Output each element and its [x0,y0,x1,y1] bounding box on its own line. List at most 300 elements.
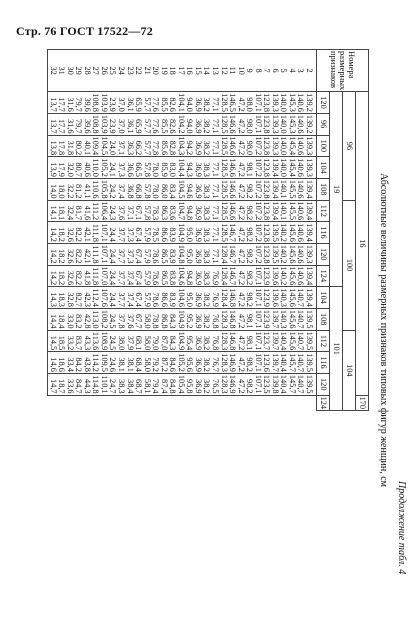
table-cell: 43,3 [82,330,91,352]
table-cell: 123,7 [262,331,272,351]
table-cell: 31,8 [65,135,74,157]
table-cell: 77,1 [210,92,219,114]
table-cell: 83,6 [168,200,177,222]
table-row [185,50,194,411]
table-cell: 83,4 [168,178,177,200]
table-cell: 139,3 [270,114,280,134]
table-cell: 128,5 [219,114,229,134]
table-cell: 77,1 [210,135,219,157]
table-cell: 58,0 [142,352,151,374]
table-cell: 128,4 [219,266,229,286]
rotated-table-area [11,45,411,615]
table-cell: 36,9 [193,113,202,135]
table-cell: 104,4 [176,158,186,177]
table-cell: 42,3 [82,287,91,309]
table-cell: 57,9 [142,243,151,265]
table-cell: 104,5 [176,179,186,199]
table-cell: 23,9 [108,113,117,135]
table-cell: 107,1 [253,114,263,134]
table-cell: 37,6 [125,308,134,330]
table-cell: 139,2 [304,92,316,114]
table-cell: 18,2 [57,222,66,244]
table-cell: 17,7 [57,113,66,135]
table-row [262,50,271,411]
table-row [125,50,134,411]
row-number: 23 [125,50,134,92]
table-cell: 107,1 [253,374,263,394]
table-cell: 146,9 [228,374,238,394]
row-number: 4 [287,50,296,92]
table-cell: 37,3 [125,243,134,265]
table-cell: 111,2 [91,200,100,222]
table-cell: 36,9 [193,135,202,157]
table-cell: 128,3 [219,331,229,351]
table-cell: 31,6 [65,92,74,114]
table-row [202,50,211,411]
table-cell: 14,1 [48,200,57,222]
table-cell: 41,1 [82,178,91,200]
table-cell: 98,2 [245,243,254,265]
table-cell: 76,7 [210,352,219,374]
table-cell: 140,4 [279,374,289,394]
table-cell: 37,7 [116,222,125,244]
table-cell: 145,6 [287,331,297,351]
table-cell: 95,4 [185,330,194,352]
table-cell: 110,1 [99,375,109,394]
table-cell: 145,5 [287,201,297,221]
table-cell: 139,4 [304,200,316,222]
table-cell: 139,5 [304,352,316,374]
table-cell: 84,8 [168,373,177,395]
table-cell: 95,8 [185,373,194,395]
table-row [219,50,228,411]
row-number: 30 [65,50,74,92]
table-cell: 98,2 [245,222,254,244]
table-cell: 32,6 [65,265,74,287]
table-cell: 146,6 [228,136,238,156]
table-cell: 42,1 [82,243,91,265]
table-cell: 104,5 [99,136,109,156]
column-header: 116 [317,352,330,374]
table-cell: 78,5 [151,222,160,244]
table-title: Абсолютные величины размерных признаков типовых фигур женщин, см [378,173,389,487]
table-cell: 110,0 [91,158,101,177]
row-number: 19 [159,50,168,92]
table-cell: 86,3 [159,200,168,222]
table-cell: 103,9 [99,114,109,134]
table-cell: 68,7 [134,373,143,395]
table-cell: 68,1 [134,330,143,352]
table-cell: 38,0 [116,330,125,352]
table-cell: 47,2 [236,243,245,265]
table-row [304,50,316,411]
table-cell: 79,7 [74,92,83,114]
sub-header: 96 [343,92,356,200]
table-cell: 77,1 [210,178,219,200]
table-cell: 128,4 [219,244,229,264]
table-cell: 66,8 [134,178,143,200]
table-cell: 83,0 [168,157,177,179]
table-row [65,50,74,411]
table-cell: 140,6 [296,93,306,112]
table-cell: 94,6 [185,178,194,200]
table-cell: 57,8 [142,200,151,222]
table-cell: 38,3 [202,265,211,287]
table-cell: 111,8 [91,222,100,244]
table-cell: 86,6 [159,287,168,309]
table-cell: 139,5 [304,330,316,352]
column-header: 124 [317,265,330,287]
table-cell: 87,4 [159,373,168,395]
row-number: 26 [99,50,108,92]
table-cell: 82,7 [74,287,83,309]
table-cell: 39,6 [82,92,91,114]
table-cell: 40,1 [82,135,91,157]
table-cell: 18,2 [57,243,66,265]
table-cell: 57,8 [142,178,151,200]
table-cell: 98,1 [245,308,254,330]
table-cell: 18,2 [57,265,66,287]
table-cell: 146,5 [228,93,238,112]
table-cell: 140,7 [296,331,306,351]
table-cell: 77,1 [210,243,219,265]
table-cell: 145,7 [287,374,297,394]
table-cell: 57,9 [142,287,151,309]
table-cell: 66,5 [134,157,143,179]
table-row [210,50,219,411]
table-cell: 38,2 [202,330,211,352]
table-cell: 104,6 [176,288,186,307]
table-cell: 38,2 [202,135,211,157]
table-row [142,50,151,411]
table-cell: 36,9 [193,178,202,200]
table-row [99,50,108,411]
table-cell: 104,8 [176,244,186,264]
row-number: 3 [296,50,305,92]
table-cell: 84,6 [168,352,177,374]
table-cell: 32,0 [65,157,74,179]
table-cell: 105,8 [99,179,109,199]
table-cell: 47,2 [236,265,245,287]
table-cell: 104,9 [176,331,186,351]
table-cell: 107,2 [253,158,263,177]
row-number: 31 [57,50,66,92]
table-row [159,50,168,411]
table-cell: 47,2 [236,157,245,179]
table-cell: 36,1 [125,92,134,114]
row-number: 29 [74,50,83,92]
table-cell: 67,4 [134,222,143,244]
table-cell: 47,2 [236,92,245,114]
table-cell: 42,8 [82,308,91,330]
table-cell: 37,4 [125,265,134,287]
table-cell: 140,6 [296,179,306,199]
table-cell: 139,7 [270,353,280,372]
table-cell: 95,2 [185,308,194,330]
table-cell: 24,5 [108,330,117,352]
table-cell: 107,2 [253,179,263,199]
table-cell: 128,5 [219,136,229,156]
table-cell: 106,4 [99,201,109,221]
table-row [296,50,305,411]
table-cell: 146,7 [228,266,238,286]
table-cell: 104,7 [176,201,186,221]
table-cell: 123,8 [262,179,272,199]
table-cell: 139,3 [304,135,316,157]
table-cell: 140,3 [279,288,289,307]
table-cell: 80,2 [74,135,83,157]
table-cell: 24,3 [108,200,117,222]
table-cell: 140,6 [296,244,306,264]
row-number: 6 [270,50,279,92]
row-number: 20 [151,50,160,92]
table-cell: 77,6 [151,113,160,135]
table-cell: 123,9 [262,309,272,329]
table-cell: 14,3 [48,287,57,309]
table-cell: 146,8 [228,288,238,307]
table-cell: 140,4 [279,353,289,372]
table-cell: 84,7 [74,373,83,395]
table-cell: 78,6 [151,265,160,287]
table-cell: 140,7 [296,309,306,329]
table-cell: 107,1 [253,353,263,372]
table-cell: 95,0 [185,287,194,309]
table-cell: 67,1 [134,200,143,222]
table-cell: 37,3 [125,222,134,244]
table-cell: 13,7 [48,113,57,135]
table-cell: 145,5 [287,179,297,199]
table-cell: 140,1 [279,201,289,221]
table-cell: 47,2 [236,308,245,330]
table-cell: 76,9 [210,287,219,309]
table-cell: 14,5 [48,330,57,352]
table-cell: 145,6 [287,266,297,286]
row-number: 14 [202,50,211,92]
table-cell: 105,2 [99,158,109,177]
table-cell: 37,7 [116,287,125,309]
table-cell: 47,2 [236,200,245,222]
table-cell: 111,8 [91,243,100,265]
table-cell: 77,6 [151,92,160,114]
table-cell: 140,3 [279,309,289,329]
table-cell: 57,7 [142,113,151,135]
table-cell: 76,5 [210,373,219,395]
table-cell: 105,2 [176,353,186,372]
table-cell: 13,7 [48,92,57,114]
table-cell: 37,4 [116,178,125,200]
table-cell: 38,3 [202,243,211,265]
table-cell: 82,6 [168,113,177,135]
column-header: 112 [317,330,330,352]
table-cell: 66,2 [134,135,143,157]
table-cell: 123,8 [262,201,272,221]
table-cell: 107,1 [253,288,263,307]
table-cell: 107,2 [253,223,263,242]
table-cell: 86,6 [159,222,168,244]
table-cell: 128,3 [219,309,229,329]
table-cell: 107,2 [253,201,263,221]
column-header: 124 [317,395,330,410]
table-cell: 81,7 [74,200,83,222]
table-cell: 77,1 [210,157,219,179]
table-cell: 65,9 [134,113,143,135]
table-cell: 146,6 [228,179,238,199]
row-number: 16 [185,50,194,92]
table-cell: 47,2 [236,287,245,309]
table-cell: 98,2 [245,287,254,309]
table-cell: 32,6 [65,243,74,265]
table-cell: 79,2 [151,352,160,374]
table-cell: 98,1 [245,157,254,179]
table-cell: 47,2 [236,135,245,157]
row-number: 32 [48,50,57,92]
table-cell: 98,0 [245,92,254,114]
table-row [48,50,57,411]
table-cell: 139,4 [304,287,316,309]
table-row [108,50,117,411]
table-cell: 36,9 [193,92,202,114]
table-cell: 145,4 [287,136,297,156]
table-cell: 123,9 [262,288,272,307]
table-cell: 128,5 [219,179,229,199]
table-cell: 104,9 [176,223,186,242]
table-cell: 128,5 [219,93,229,112]
table-cell: 14,0 [48,178,57,200]
table-cell: 47,2 [236,330,245,352]
table-cell: 98,2 [245,352,254,374]
column-header: 108 [317,308,330,330]
table-cell: 145,7 [287,353,297,372]
table-cell: 128,5 [219,223,229,242]
table-cell: 98,0 [245,113,254,135]
table-cell: 140,7 [296,288,306,307]
table-cell: 67,7 [134,308,143,330]
table-cell: 38,3 [116,373,125,395]
table-cell: 128,5 [219,201,229,221]
table-cell: 37,1 [125,200,134,222]
table-cell: 139,4 [270,158,280,177]
row-number: 7 [262,50,271,92]
table-cell: 145,6 [287,309,297,329]
table-cell: 47,2 [236,352,245,374]
table-cell: 77,1 [210,113,219,135]
table-cell: 128,3 [219,374,229,394]
table-cell: 128,4 [219,288,229,307]
table-cell: 33,6 [65,373,74,395]
table-cell: 79,7 [74,113,83,135]
table-cell: 139,5 [304,308,316,330]
continuation-label: Продолжение табл. 4 [396,481,407,575]
table-cell: 47,2 [236,373,245,395]
table-cell: 145,6 [287,244,297,264]
table-cell: 139,6 [270,288,280,307]
table-cell: 107,2 [253,136,263,156]
table-cell: 36,9 [193,373,202,395]
row-number: 17 [176,50,185,92]
table-cell: 145,6 [287,223,297,242]
table-cell: 94,8 [185,200,194,222]
table-row [151,50,160,411]
table-cell: 108,2 [99,309,109,329]
table-cell: 44,3 [82,373,91,395]
table-cell: 24,7 [108,373,117,395]
table-cell: 146,7 [228,244,238,264]
row-number: 2 [304,50,316,92]
table-cell: 33,0 [65,308,74,330]
table-cell: 146,7 [228,223,238,242]
table-cell: 38,3 [202,222,211,244]
table-cell: 98,2 [245,373,254,395]
table-cell: 103,9 [99,93,109,112]
third-header: 19 [330,92,343,287]
table-cell: 98,2 [245,200,254,222]
table-cell: 32,2 [65,178,74,200]
table-cell: 37,9 [125,330,134,352]
row-number: 18 [168,50,177,92]
table-cell: 38,2 [202,287,211,309]
table-cell: 145,3 [287,114,297,134]
table-cell: 83,9 [168,287,177,309]
table-cell: 80,7 [74,157,83,179]
table-cell: 110,6 [91,180,101,199]
column-header: 120 [317,243,330,265]
column-header: 120 [317,373,330,395]
table-cell: 108,8 [91,114,101,134]
table-cell: 78,0 [151,157,160,179]
column-header: 100 [317,135,330,157]
table-cell: 94,8 [185,265,194,287]
table-cell: 86,0 [159,178,168,200]
table-cell: 140,2 [279,244,289,264]
table-cell: 68,4 [134,352,143,374]
table-cell: 98,1 [245,330,254,352]
table-cell: 13,9 [48,157,57,179]
table-cell: 18,0 [57,178,66,200]
table-cell: 57,9 [142,222,151,244]
table-cell: 18,1 [57,200,66,222]
table-cell: 76,8 [210,330,219,352]
table-row [245,50,254,411]
table-cell: 38,1 [116,352,125,374]
table-cell: 85,9 [159,157,168,179]
table-cell: 24,5 [108,308,117,330]
table-cell: 38,2 [202,113,211,135]
table-cell: 67,4 [134,287,143,309]
table-cell: 107,2 [253,244,263,264]
table-cell: 36,9 [193,222,202,244]
row-number: 15 [193,50,202,92]
table-cell: 123,8 [262,93,272,112]
table-cell: 109,4 [91,136,101,156]
table-cell: 139,7 [270,331,280,351]
table-cell: 82,2 [74,243,83,265]
table-row [82,50,91,411]
table-row [176,50,185,411]
table-cell: 123,8 [262,244,272,264]
table-cell: 94,2 [185,135,194,157]
table-cell: 94,0 [185,113,194,135]
table-cell: 24,6 [108,352,117,374]
table-row [91,50,100,411]
table-cell: 40,6 [82,157,91,179]
group-header: 16 [356,92,369,395]
table-cell: 98,2 [245,265,254,287]
table-cell: 14,2 [48,265,57,287]
page-header: Стр. 76 ГОСТ 17522—72 [16,24,153,38]
table-cell: 139,3 [270,93,280,112]
table-cell: 57,7 [142,135,151,157]
table-cell: 58,0 [142,330,151,352]
